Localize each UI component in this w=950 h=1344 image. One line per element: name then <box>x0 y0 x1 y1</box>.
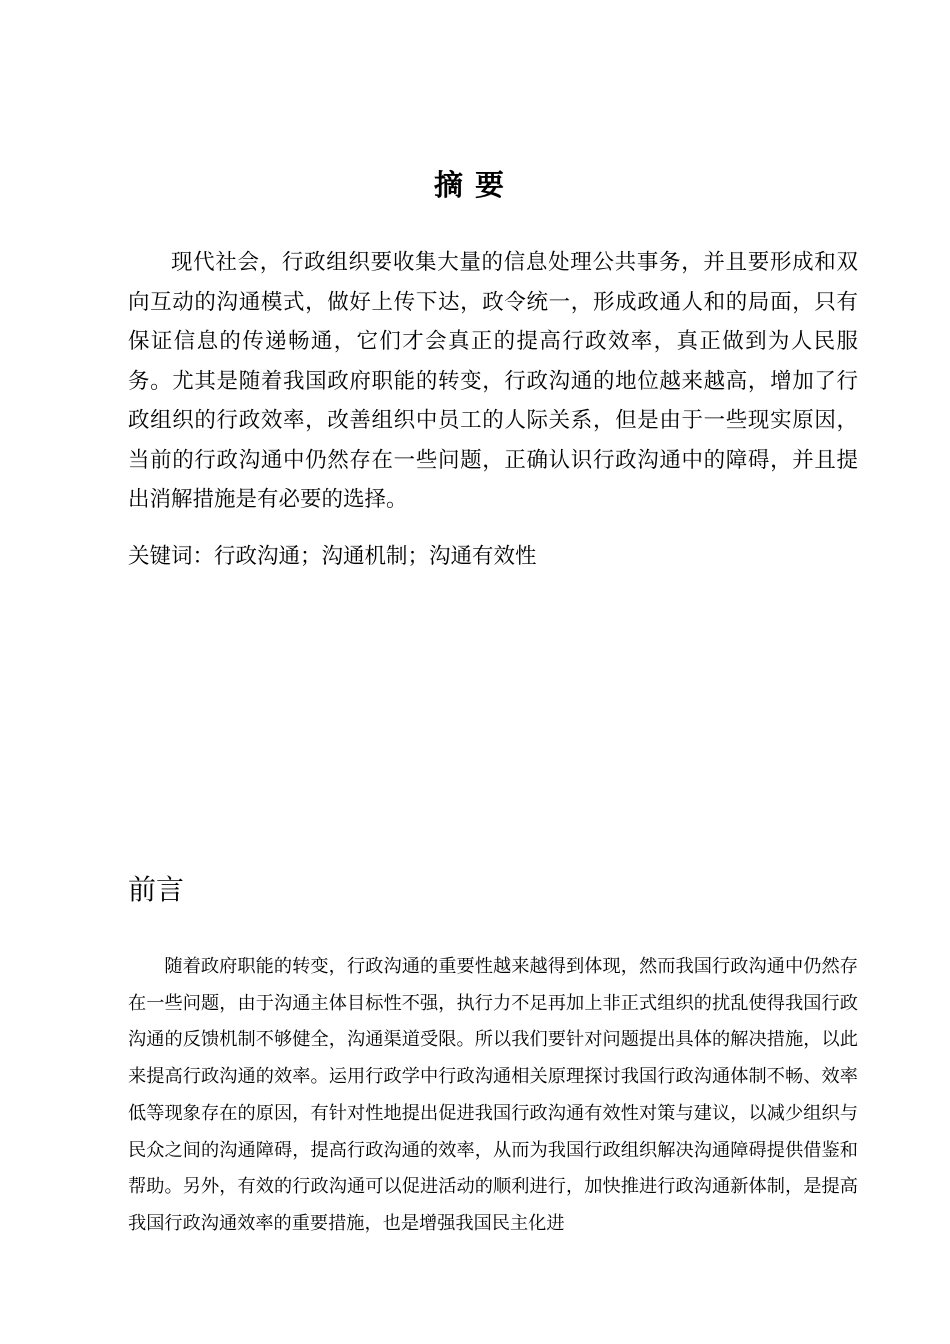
keywords-line: 关键词：行政沟通；沟通机制；沟通有效性 <box>128 544 537 569</box>
preface-body: 随着政府职能的转变，行政沟通的重要性越来越得到体现，然而我国行政沟通中仍然存在一些问题，由于沟通主体目标性不强，执行力不足再加上非正式组织的扰乱使得我国行政沟通的反馈机制不够健全，沟通渠道受限。所以我们要针对问题提出具体的解决措施，以此来提高行政沟通的效率。运用行政学中行政沟通相关原理探讨我国行政沟通体制不畅、效率低等现象存在的原因，有针对性地提出促进我国行政沟通有效性对策与建议，以减少组织与民众之间的沟通障碍，提高行政沟通的效率，从而为我国行政组织解决沟通障碍提供借鉴和帮助。另外，有效的行政沟通可以促进活动的顺利进行，加快推进行政沟通新体制，是提高我国行政沟通效率的重要措施，也是增强我国民主化进 <box>128 956 858 1234</box>
preface-title: 前言 <box>128 873 185 906</box>
abstract-body: 现代社会，行政组织要收集大量的信息处理公共事务，并且要形成和双向互动的沟通模式，做好上传下达，政令统一，形成政通人和的局面，只有保证信息的传递畅通，它们才会真正的提高行政效率，真正做到为人民服务。尤其是随着我国政府职能的转变，行政沟通的地位越来越高，增加了行政组织的行政效率，改善组织中员工的人际关系，但是由于一些现实原因，当前的行政沟通中仍然存在一些问题，正确认识行政沟通中的障碍，并且提出消解措施是有必要的选择。 <box>128 250 858 512</box>
abstract-title: 摘要 <box>433 168 516 202</box>
